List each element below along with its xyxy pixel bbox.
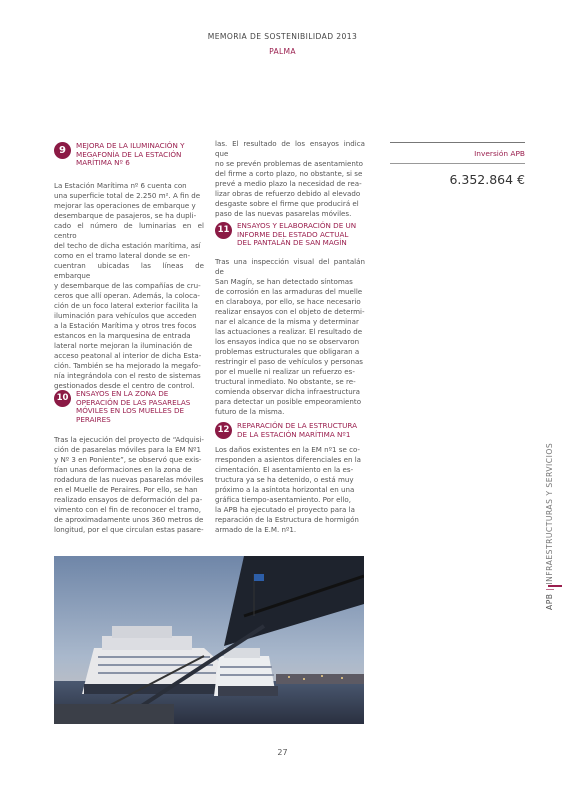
body-line: la APB ha ejecutado el proyecto para la	[215, 505, 355, 514]
section-title-line: OPERACIÓN DE LAS PASARELAS	[76, 397, 191, 407]
page-number: 27	[277, 748, 288, 757]
body-line: desembarque de pasajeros, se ha dupli-	[54, 211, 197, 220]
section-title-line: ENSAYOS EN LA ZONA DE	[76, 389, 169, 398]
sidebar-top-rule	[390, 142, 525, 143]
section-title	[237, 422, 357, 439]
body-line: iluminación para vehículos que acceden	[54, 311, 197, 320]
body-line: a la Estación Marítima y otros tres focos	[54, 321, 197, 330]
body-line: Tras la ejecución del proyecto de “Adquisi-	[54, 435, 204, 444]
body-line: en el Muelle de Peraires. Por ello, se han	[54, 485, 198, 494]
body-line: comienda observar dicha infraestructura	[215, 387, 361, 396]
body-line: San Magín, se han detectado síntomas	[215, 277, 353, 286]
body-line: gráfica tiempo-asentamiento. Por ello,	[215, 495, 352, 504]
body-line: del firme a corto plazo, no obstante, si se	[215, 169, 363, 178]
section-title-line: DEL PANTALÁN DE SAN MAGÍN	[237, 238, 347, 248]
body-line: tructura ya se ha detenido, o está muy	[215, 475, 354, 484]
body-line: realizado ensayos de deformación del pa-	[54, 495, 203, 504]
section-number-badge: 9	[54, 142, 71, 159]
body-line: nar el alcance de la misma y determinar	[215, 317, 359, 326]
vertical-tab-text: INFRAESTRUCTURAS Y SERVICIOS	[545, 442, 554, 585]
body-line: La Estación Marítima nº 6 cuenta con	[54, 181, 187, 190]
body-line: paso de las nuevas pasarelas móviles.	[215, 209, 352, 218]
sidebar-mid-rule	[390, 163, 525, 164]
body-line: rodadura de las nuevas pasarelas móviles	[54, 475, 204, 484]
section-title-line: INFORME DEL ESTADO ACTUAL	[237, 229, 349, 239]
body-line: reparación de la Estructura de hormigón	[215, 515, 359, 524]
investment-label: Inversión APB	[474, 149, 525, 158]
body-line: tían unas deformaciones en la zona de	[54, 465, 192, 474]
investment-value: 6.352.864 €	[449, 172, 525, 187]
section-9-header	[54, 142, 185, 168]
section-title-line: MÓVILES EN LOS MUELLES DE	[76, 406, 185, 416]
body-line: mejorar las operaciones de embarque y	[54, 201, 196, 210]
vertical-tab-prefix: APB	[545, 593, 554, 610]
body-line: una superficie total de 2.250 m². A fin de	[54, 191, 201, 200]
port-cruise-ship-photo	[54, 556, 364, 724]
section-title	[237, 222, 356, 248]
body-line: las. El resultado de los ensayos indica que	[215, 139, 365, 158]
body-line: los ensayos indica que no se observaron	[215, 337, 360, 346]
body-line: gestionados desde el centro de control.	[54, 381, 195, 390]
body-line: de corrosión en las armaduras del muelle	[215, 287, 363, 296]
body-line: para detectar un posible empeoramiento	[215, 397, 362, 406]
body-line: desgaste sobre el firme que producirá el	[215, 199, 359, 208]
body-line: ción de pasarelas móviles para la EM Nº1	[54, 445, 202, 454]
section-number-badge: 12	[215, 422, 232, 439]
body-line: ción. También se ha mejorado la megafo-	[54, 361, 201, 370]
body-line: ceros que allí operan. Además, la coloca-	[54, 291, 200, 300]
body-line: del techo de dicha estación marítima, así	[54, 241, 201, 250]
body-line: Los daños existentes en la EM nº1 se co-	[215, 445, 360, 454]
photo-illustration	[54, 556, 364, 724]
section-title-line: PERAIRES	[76, 414, 111, 424]
body-line: armado de la E.M. nº1.	[215, 525, 297, 534]
vertical-tab-accent	[548, 585, 562, 587]
section-title-line: ENSAYOS Y ELABORACIÓN DE UN	[237, 221, 357, 230]
section-title-line: REPARACIÓN DE LA ESTRUCTURA	[237, 421, 358, 430]
body-line: realizar ensayos con el objeto de determi-	[215, 307, 365, 316]
body-line: próximo a la asíntota horizontal en una	[215, 485, 355, 494]
body-line: tructural inmediato. No obstante, se re-	[215, 377, 356, 386]
body-line: por el muelle ni realizar un refuerzo es-	[215, 367, 355, 376]
section-10-header	[54, 390, 190, 424]
section-11-header	[215, 222, 356, 248]
section-12-body	[215, 445, 365, 535]
body-line: longitud, por el que circulan estas pasare-	[54, 525, 204, 534]
section-10-continuation	[215, 139, 365, 219]
body-line: las actuaciones a realizar. El resultado de	[215, 327, 363, 336]
body-line: lizar obras de refuerzo debido al elevado	[215, 189, 361, 198]
column-1	[54, 181, 204, 391]
section-10-body	[54, 435, 204, 535]
section-11-body	[215, 257, 365, 417]
body-line: y desembarque de las compañías de cru-	[54, 281, 201, 290]
body-line: lateral norte mejoran la iluminación de	[54, 341, 193, 350]
body-line: rresponden a asientos diferenciales en la	[215, 455, 362, 464]
body-line: cimentación. El asentamiento en la es-	[215, 465, 354, 474]
body-line: restringir el paso de vehículos y personas	[215, 357, 363, 366]
body-line: de aproximadamente unos 360 metros de	[54, 515, 204, 524]
section-9-body	[54, 181, 204, 391]
document-header-title: MEMORIA DE SOSTENIBILIDAD 2013	[207, 32, 358, 41]
body-line: en claraboya, por ello, se hace necesario	[215, 297, 361, 306]
body-line: estancos en la marquesina de entrada	[54, 331, 191, 340]
section-title-line: MEGAFONÍA DE LA ESTACIÓN	[76, 149, 182, 159]
body-line: cado el número de luminarias en el centro	[54, 221, 204, 240]
body-line: nía integrándola con el resto de sistemas	[54, 371, 201, 380]
body-line: como en el tramo lateral donde se en-	[54, 251, 191, 260]
section-title	[76, 142, 185, 168]
body-line: futuro de la misma.	[215, 407, 285, 416]
section-title	[76, 390, 190, 424]
body-line: Tras una inspección visual del pantalán de	[215, 257, 365, 276]
body-line: ción de un foco lateral exterior facilita la	[54, 301, 198, 310]
section-title-line: MEJORA DE LA ILUMINACIÓN Y	[76, 141, 185, 150]
section-title-line: DE LA ESTACIÓN MARÍTIMA Nº1	[237, 429, 351, 439]
body-line: y Nº 3 en Poniente”, se observó que exis-	[54, 455, 202, 464]
section-number-badge: 10	[54, 390, 71, 407]
document-header-subtitle: PALMA	[269, 47, 296, 56]
vertical-tab-divider: |	[545, 587, 554, 591]
body-line: problemas estructurales que obligaran a	[215, 347, 360, 356]
section-12-header	[215, 422, 357, 439]
section-title-line: MARÍTIMA Nº 6	[76, 158, 130, 168]
body-line: cuentran ubicadas las líneas de embarque	[54, 261, 204, 280]
body-line: acceso peatonal al interior de dicha Esta-	[54, 351, 202, 360]
body-line: no se prevén problemas de asentamiento	[215, 159, 364, 168]
body-line: vimento con el fin de reconocer el tramo,	[54, 505, 202, 514]
section-number-badge: 11	[215, 222, 232, 239]
body-line: prevé a medio plazo la necesidad de rea-	[215, 179, 362, 188]
